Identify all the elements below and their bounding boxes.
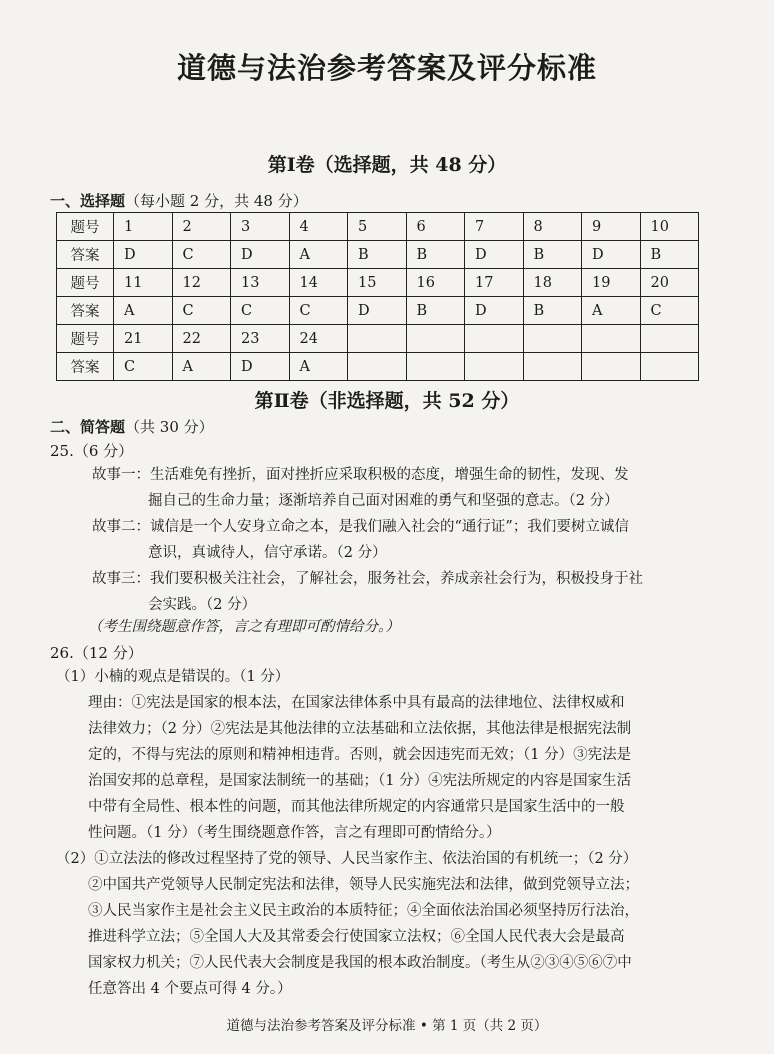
q25-head: 25.（6 分） [50,442,134,460]
answer-cell: D [465,297,524,325]
q26-part2-head: （2）①立法法的修改过程坚持了党的领导、人民当家作主、依法治国的有机统一；（2 分） [56,851,638,867]
question-number-cell: 19 [582,269,641,297]
section1-label: 一、选择题 [50,192,126,210]
section1-note: （每小题 2 分，共 48 分） [125,192,308,210]
table-row [57,269,699,297]
q25-hint: （考生围绕题意作答，言之有理即可酌情给分。） [88,619,400,635]
answer-cell: C [172,241,231,269]
question-number-cell: 8 [523,213,582,241]
question-number-cell: 22 [172,325,231,353]
answer-cell: A [114,297,173,325]
answer-cell [406,353,465,381]
answer-cell: B [348,241,407,269]
page-title: 道德与法治参考答案及评分标准 [176,51,597,85]
story2-line2: 意识，真诚待人，信守承诺。（2 分） [148,545,387,561]
question-number-cell: 5 [348,213,407,241]
question-number-cell: 18 [523,269,582,297]
question-number-cell: 9 [582,213,641,241]
answer-cell: C [289,297,348,325]
table-row [57,297,699,325]
answer-cell: C [172,297,231,325]
question-number-cell: 13 [231,269,290,297]
point-line: 国家权力机关；⑦人民代表大会制度是我国的根本政治制度。（考生从②③④⑤⑥⑦中 [88,955,632,971]
table-row [57,325,699,353]
question-number-cell: 20 [640,269,699,297]
answer-cell: A [289,241,348,269]
story1-line1: 故事一：生活难免有挫折，面对挫折应采取积极的态度，增强生命的韧性，发现、发 [92,467,629,483]
answer-table [56,212,699,381]
question-number-cell: 2 [172,213,231,241]
answer-cell [348,353,407,381]
point-line: 推进科学立法；⑤全国人大及其常委会行使国家立法权；⑥全国人民代表大会是最高 [88,929,625,945]
story3-line1: 故事三：我们要积极关注社会，了解社会，服务社会，养成亲社会行为，积极投身于社 [92,571,643,587]
question-number-cell: 7 [465,213,524,241]
answer-cell: B [406,241,465,269]
answer-cell [465,353,524,381]
story2-line1: 故事二：诚信是一个人安身立命之本，是我们融入社会的“通行证”；我们要树立诚信 [92,519,629,535]
question-number-row-label: 题号 [57,213,114,241]
section2-title [50,416,214,437]
answer-cell: C [640,297,699,325]
question-number-cell [406,325,465,353]
q26-part2-points [88,872,728,1002]
question-number-cell [348,325,407,353]
page-footer: 道德与法治参考答案及评分标准 • 第 1 页（共 2 页） [226,1018,548,1034]
question-number-cell: 11 [114,269,173,297]
answer-cell: D [582,241,641,269]
answer-cell [582,353,641,381]
answer-cell: B [523,241,582,269]
question-number-cell: 6 [406,213,465,241]
point-line: ②中国共产党领导人民制定宪法和法律，领导人民实施宪法和法律，做到党领导立法； [88,877,639,893]
point-line: 任意答出 4 个要点可得 4 分。） [88,981,292,997]
reason-line: 治国安邦的总章程，是国家法制统一的基础；（1 分）④宪法所规定的内容是国家生活 [88,773,632,789]
answer-cell: C [231,297,290,325]
question-number-cell [465,325,524,353]
reason-line: 法律效力；（2 分）②宪法是其他法律的立法基础和立法依据，其他法律是根据宪法制 [88,721,632,737]
story3-line2: 会实践。（2 分） [148,597,257,613]
reason-line: 中带有全局性、根本性的问题，而其他法律所规定的内容通常只是国家生活中的一般 [88,799,625,815]
answer-cell: B [523,297,582,325]
answer-cell: D [231,241,290,269]
answer-row-label: 答案 [57,297,114,325]
answer-row-label: 答案 [57,241,114,269]
q26-part1-head: （1）小楠的观点是错误的。（1 分） [56,669,290,685]
answer-cell: D [114,241,173,269]
section2-label: 二、简答题 [50,418,126,436]
answer-cell: A [289,353,348,381]
part2-title: 第Ⅱ卷（非选择题，共 52 分） [254,390,520,412]
question-number-cell: 24 [289,325,348,353]
answer-cell: A [172,353,231,381]
answer-cell: D [231,353,290,381]
point-line: ③人民当家作主是社会主义民主政治的本质特征；④全面依法治国必须坚持厉行法治， [88,903,639,919]
table-row [57,241,699,269]
question-number-cell: 12 [172,269,231,297]
table-row [57,213,699,241]
question-number-cell: 23 [231,325,290,353]
answer-row-label: 答案 [57,353,114,381]
question-number-cell [523,325,582,353]
answer-cell: A [582,297,641,325]
answer-cell: B [406,297,465,325]
answer-cell: B [640,241,699,269]
question-number-cell: 4 [289,213,348,241]
section2-note: （共 30 分） [125,418,214,436]
question-number-cell: 1 [114,213,173,241]
question-number-cell: 10 [640,213,699,241]
question-number-cell: 3 [231,213,290,241]
answer-cell: D [348,297,407,325]
q26-part1-reasons [88,690,728,846]
question-number-cell [582,325,641,353]
question-number-row-label: 题号 [57,269,114,297]
question-number-cell: 15 [348,269,407,297]
question-number-cell: 16 [406,269,465,297]
table-row [57,353,699,381]
story1-line2: 掘自己的生命力量；逐渐培养自己面对困难的勇气和坚强的意志。（2 分） [148,493,619,509]
reason-line: 性问题。（1 分）（考生围绕题意作答，言之有理即可酌情给分。） [88,825,501,841]
question-number-cell: 17 [465,269,524,297]
question-number-cell [640,325,699,353]
reason-line: 理由：①宪法是国家的根本法，在国家法律体系中具有最高的法律地位、法律权威和 [88,695,625,711]
reason-line: 定的，不得与宪法的原则和精神相违背。否则，就会因违宪而无效；（1 分）③宪法是 [88,747,632,763]
answer-cell [640,353,699,381]
section1-title [50,190,308,211]
question-number-cell: 21 [114,325,173,353]
part1-title: 第Ⅰ卷（选择题，共 48 分） [267,154,507,176]
answer-cell [523,353,582,381]
q25-answers [92,462,732,618]
answer-cell: C [114,353,173,381]
answer-cell: D [465,241,524,269]
question-number-cell: 14 [289,269,348,297]
question-number-row-label: 题号 [57,325,114,353]
q26-head: 26.（12 分） [50,644,143,662]
